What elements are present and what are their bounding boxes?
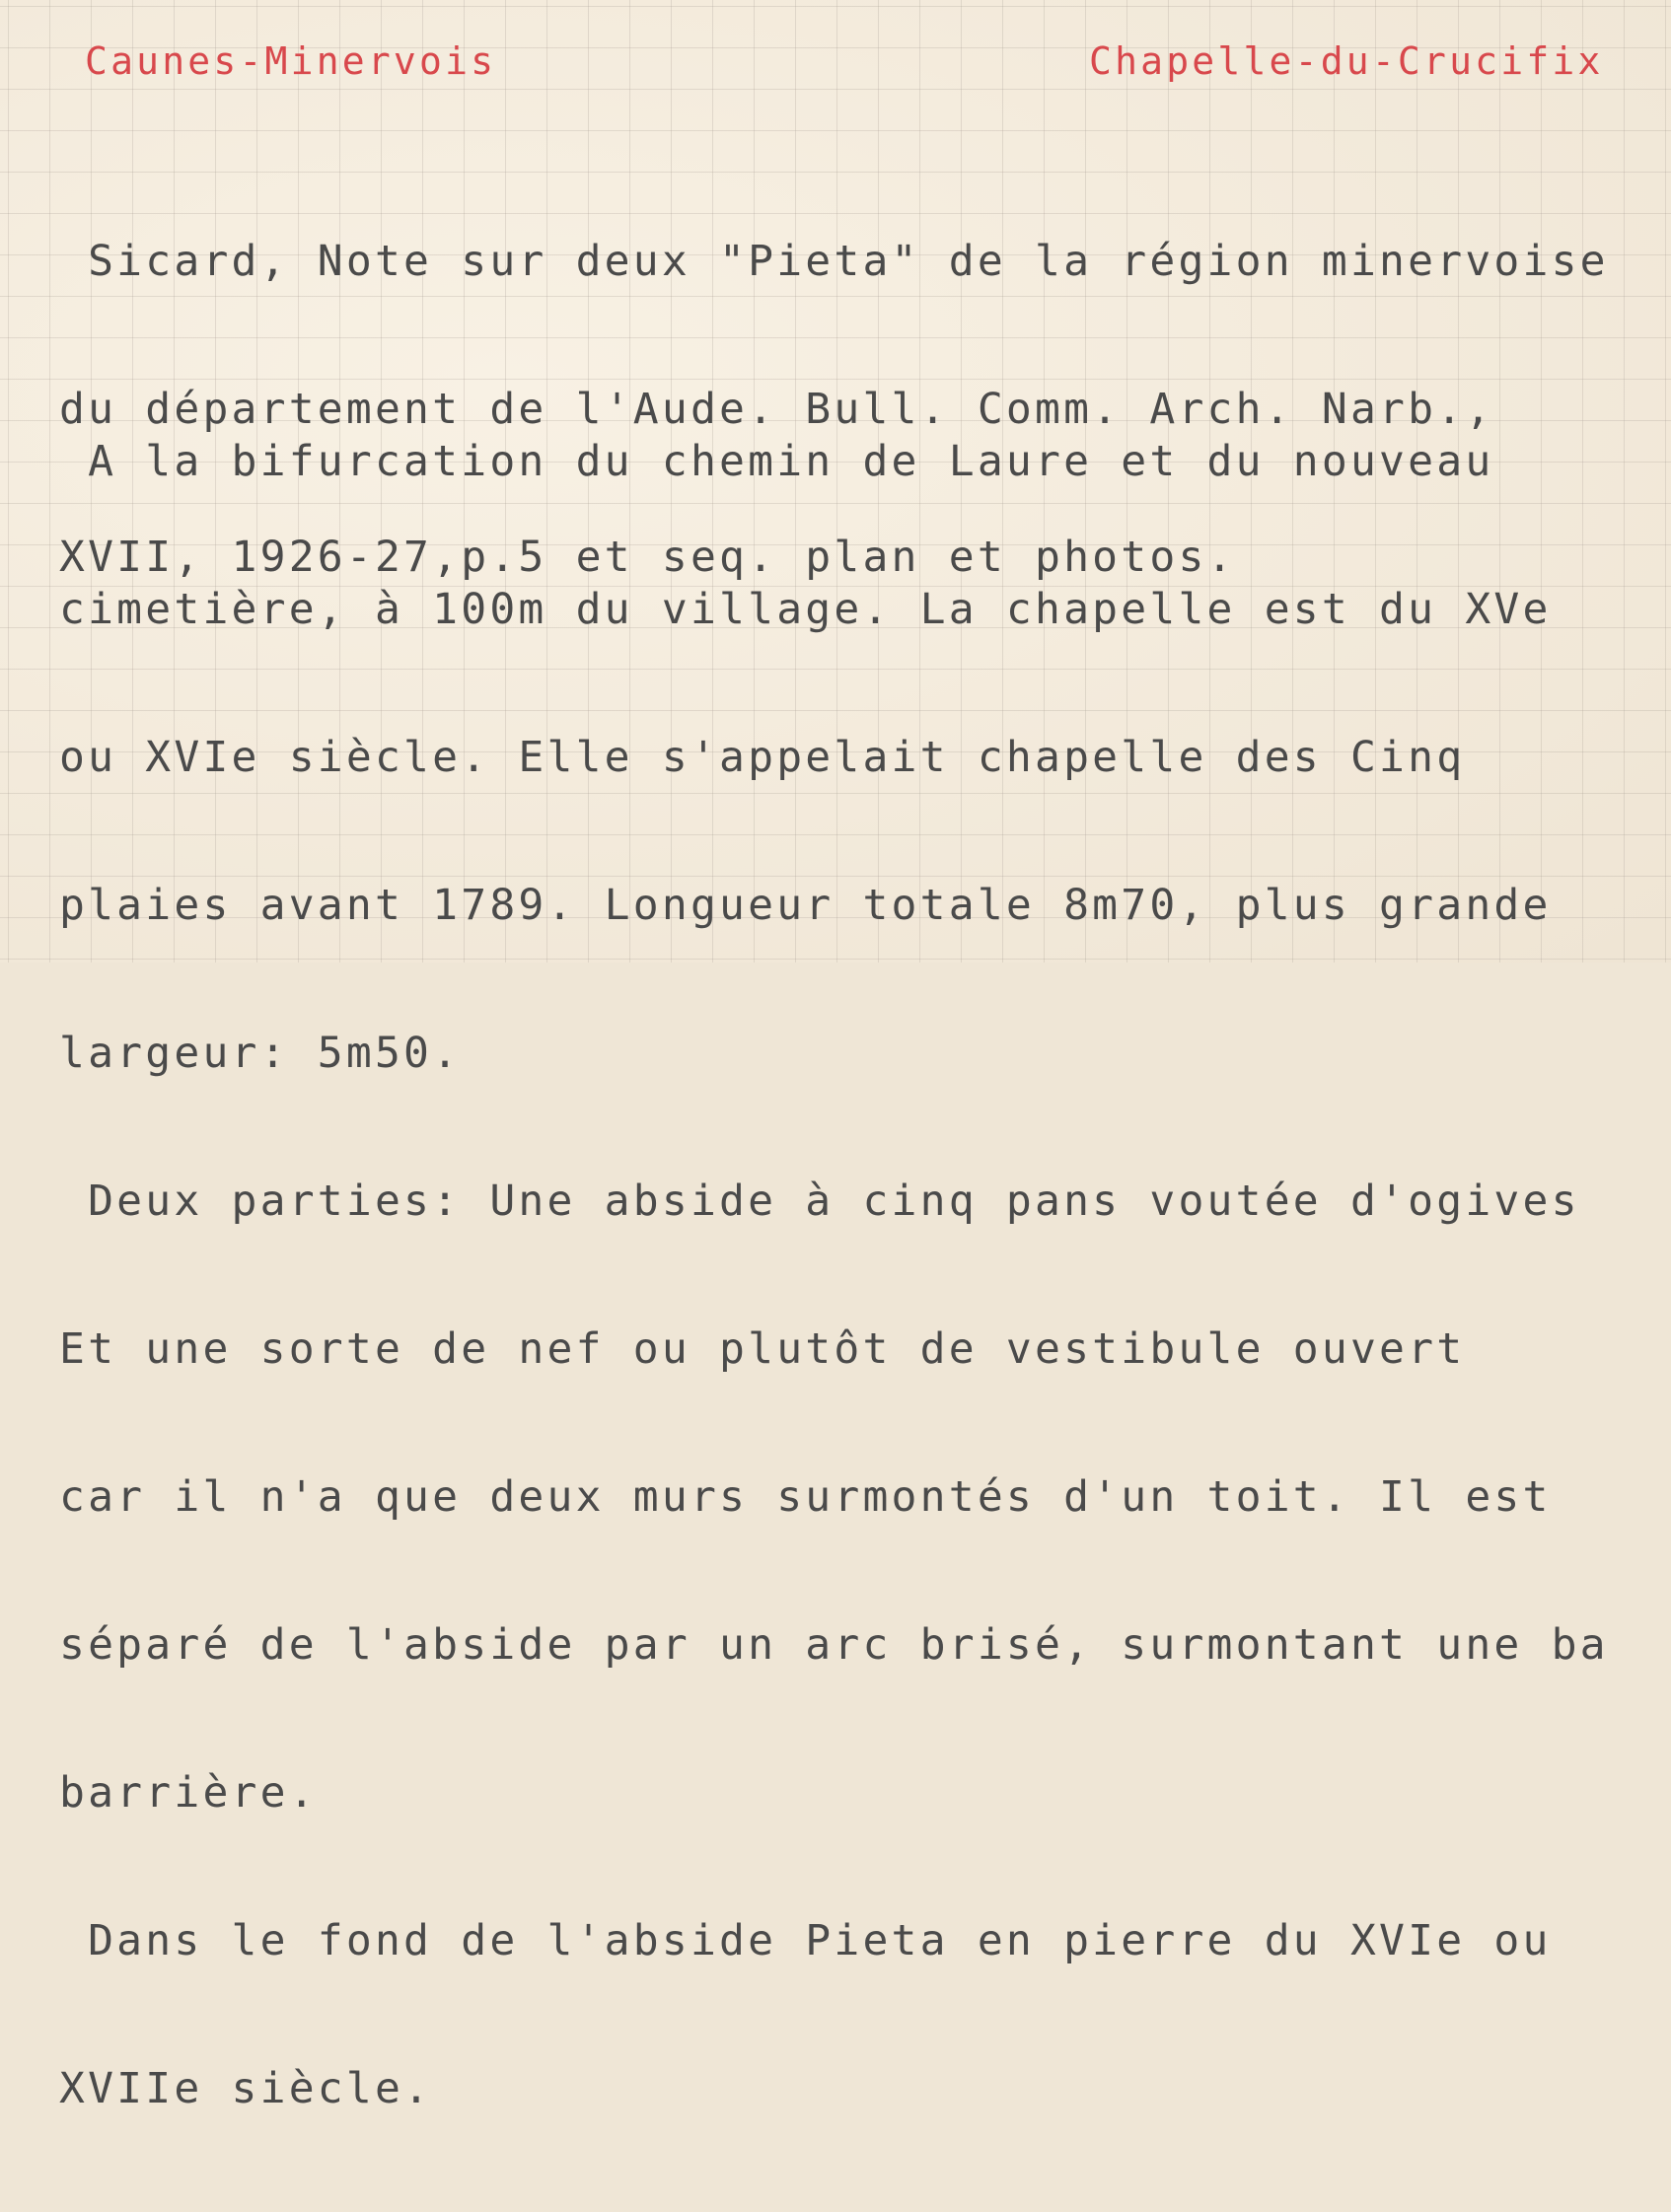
- location-heading: Caunes-Minervois: [85, 39, 497, 83]
- description-line: séparé de l'abside par un arc brisé, surmontant une ba: [59, 1620, 1609, 1670]
- description-line: ou XVIe siècle. Elle s'appelait chapelle des Cinq: [59, 733, 1466, 782]
- description-line: largeur: 5m50.: [59, 1029, 462, 1078]
- description-line: A la bifurcation du chemin de Laure et du nouveau: [59, 437, 1494, 486]
- description-line: cimetière, à 100m du village. La chapelle est du XVe: [59, 585, 1552, 634]
- description-line: Et une sorte de nef ou plutôt de vestibule ouvert: [59, 1324, 1466, 1374]
- description-line: car il n'a que deux murs surmontés d'un toit. Il est: [59, 1472, 1552, 1522]
- description-line: barrière.: [59, 1768, 318, 1818]
- description-line: plaies avant 1789. Longueur totale 8m70, plus grande: [59, 881, 1552, 930]
- reference-line: XVII, 1926-27,p.5 et seq. plan et photos.: [59, 533, 1236, 582]
- description-text: [59, 338, 1609, 2212]
- reference-line: Sicard, Note sur deux "Pieta" de la région minervoise: [59, 237, 1609, 286]
- description-line: Deux parties: Une abside à cinq pans voutée d'ogives: [59, 1177, 1580, 1226]
- reference-line: du département de l'Aude. Bull. Comm. Arch. Narb.,: [59, 385, 1494, 434]
- monument-heading: Chapelle-du-Crucifix: [1089, 39, 1604, 83]
- description-line: XVIIe siècle.: [59, 2064, 433, 2113]
- description-line: Dans le fond de l'abside Pieta en pierre du XVIe ou: [59, 1916, 1552, 1965]
